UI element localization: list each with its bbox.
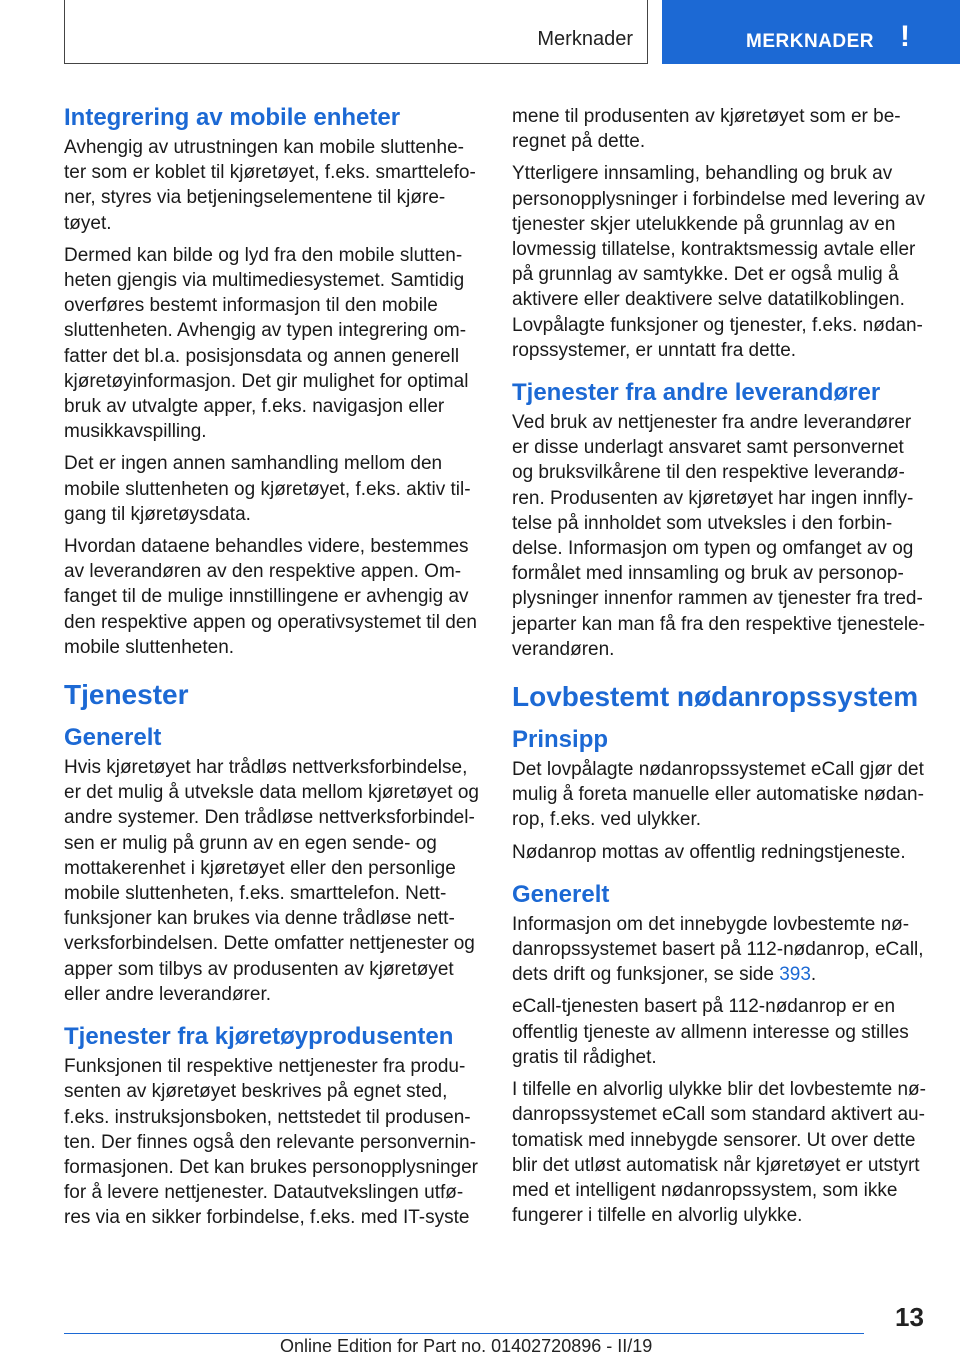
paragraph: mene til produsenten av kjøretøyet som er beregnet på dette.	[512, 106, 901, 153]
paragraph-end: .	[810, 964, 817, 986]
paragraph: Det er ingen annen samhandling mellom den mobile sluttenheten og kjøretøyet, f.eks. aktiv tilgang til kjøretøysdata.	[64, 453, 471, 525]
paragraph: Hvordan dataene behandles videre, bestemmes av leverandøren av den respektive appen. Omfanget til de mulige innstillingene er avhengig av den respektive appen og operativsystemet til den mobile sluttenheten.	[64, 536, 477, 658]
heading-general-ecall: Generelt	[512, 880, 610, 908]
heading-other-providers: Tjenester fra andre leverandører	[512, 379, 881, 407]
paragraph: Nødanrop mottas av offentlig redningstjeneste.	[512, 841, 906, 863]
paragraph-with-link	[512, 912, 927, 988]
right-column	[512, 104, 927, 1235]
paragraph: Ytterligere innsamling, behandling og bruk av personopplysninger i forbindelse med levering av tjenester skjer utelukkende på grunnlag av en lovmessig tillatelse, kontraktsmessig avtale eller på grunnlag av samtykke. Det er også mulig å aktivere eller deaktivere selve datatilkoblingen. Lovpålagte funksjoner og tjenester, f.eks. nødanropssystemer, er unntatt fra dette.	[512, 163, 925, 361]
paragraph: Det lovpålagte nødanropssystemet eCall gjør det mulig å foreta manuelle eller automatiske nødanrop, f.eks. ved ulykker.	[512, 759, 924, 831]
section-tab-label: MERKNADER	[746, 31, 874, 52]
footer-divider	[64, 1333, 864, 1334]
left-column	[64, 104, 479, 1238]
header-box	[64, 0, 648, 64]
paragraph: I tilfelle en alvorlig ulykke blir det lovbestemte nødanropssystemet eCall som standard aktivert automatisk med innebygde sensorer. Ut over dette blir det utløst automatisk når kjøretøyet er utstyrt med et intelligent nødanropssystem, som ikke fungerer i tilfelle en alvorlig ulykke.	[512, 1079, 926, 1227]
heading-services: Tjenester	[64, 679, 189, 711]
paragraph: Ved bruk av nettjenester fra andre leverandører er disse underlagt ansvaret samt personvernet og bruksvilkårene til den respektive leverandøren. Produsenten av kjøretøyet har ingen innflytelse på innholdet som utveksles i den forbindelse. Informasjon om typen og omfanget av og formålet med innsamling og bruk av personopplysninger innenfor rammen av tjenester fra tredjeparter kan man få fra den respektive tjenesteleverandøren.	[512, 412, 925, 660]
heading-manufacturer-services: Tjenester fra kjøretøyprodusenten	[64, 1023, 454, 1051]
section-tab	[662, 0, 960, 64]
section-title: Merknader	[537, 28, 633, 50]
footer-edition: Online Edition for Part no. 01402720896 - II/19	[280, 1336, 653, 1356]
heading-principle: Prinsipp	[512, 726, 609, 754]
paragraph-text: Informasjon om det innebygde lovbestemte nødanropssystemet basert på 112-nødanrop, eCall, dets drift og funksjoner, se side	[512, 913, 924, 986]
heading-general: Generelt	[64, 724, 162, 752]
heading-ecall: Lovbestemt nødanropssystem	[512, 681, 919, 713]
paragraph: eCall-tjenesten basert på 112-nødanrop er en offentlig tjeneste av allmenn interesse og stilles gratis til rådighet.	[512, 996, 909, 1068]
exclamation-icon: !	[900, 20, 910, 53]
paragraph: Dermed kan bilde og lyd fra den mobile sluttenheten gjengis via multimediesystemet. Samtidig overføres bestemt informasjon til den mobile sluttenheten. Avhengig av typen integrering omfatter det bl.a. posisjonsdata og annen generell kjøretøyinformasjon. Det gir mulighet for optimal bruk av utvalgte apper, f.eks. navigasjon eller musikkavspilling.	[64, 244, 469, 443]
heading-integration: Integrering av mobile enheter	[64, 104, 401, 131]
page-link-393[interactable]: 393	[779, 964, 811, 986]
page-number: 13	[895, 1302, 924, 1332]
paragraph: Hvis kjøretøyet har trådløs nettverksforbindelse, er det mulig å utveksle data mellom kjøretøyet og andre systemer. Den trådløse nettverksforbindelsen er mulig på grunn av en egen sende- og mottakerenhet i kjøretøyet eller den personlige mobile sluttenheten, f.eks. smarttelefon. Nettfunksjoner kan brukes via denne trådløse nettverksforbindelsen. Dette omfatter nettjenester og apper som tilbys av produsenten av kjøretøyet eller andre leverandører.	[64, 757, 480, 1005]
paragraph: Avhengig av utrustningen kan mobile sluttenheter som er koblet til kjøretøyet, f.eks. smarttelefoner, styres via betjeningselementene til kjøretøyet.	[64, 137, 476, 234]
paragraph: Funksjonen til respektive nettjenester fra produsenten av kjøretøyet beskrives på egnet sted, f.eks. instruksjonsboken, nettstedet til produsenten. Der finnes også den relevante personverninformasjonen. Det kan brukes personopplysninger for å levere nettjenester. Datautvekslingen utføres via en sikker forbindelse, f.eks. med IT-syste	[64, 1056, 479, 1229]
